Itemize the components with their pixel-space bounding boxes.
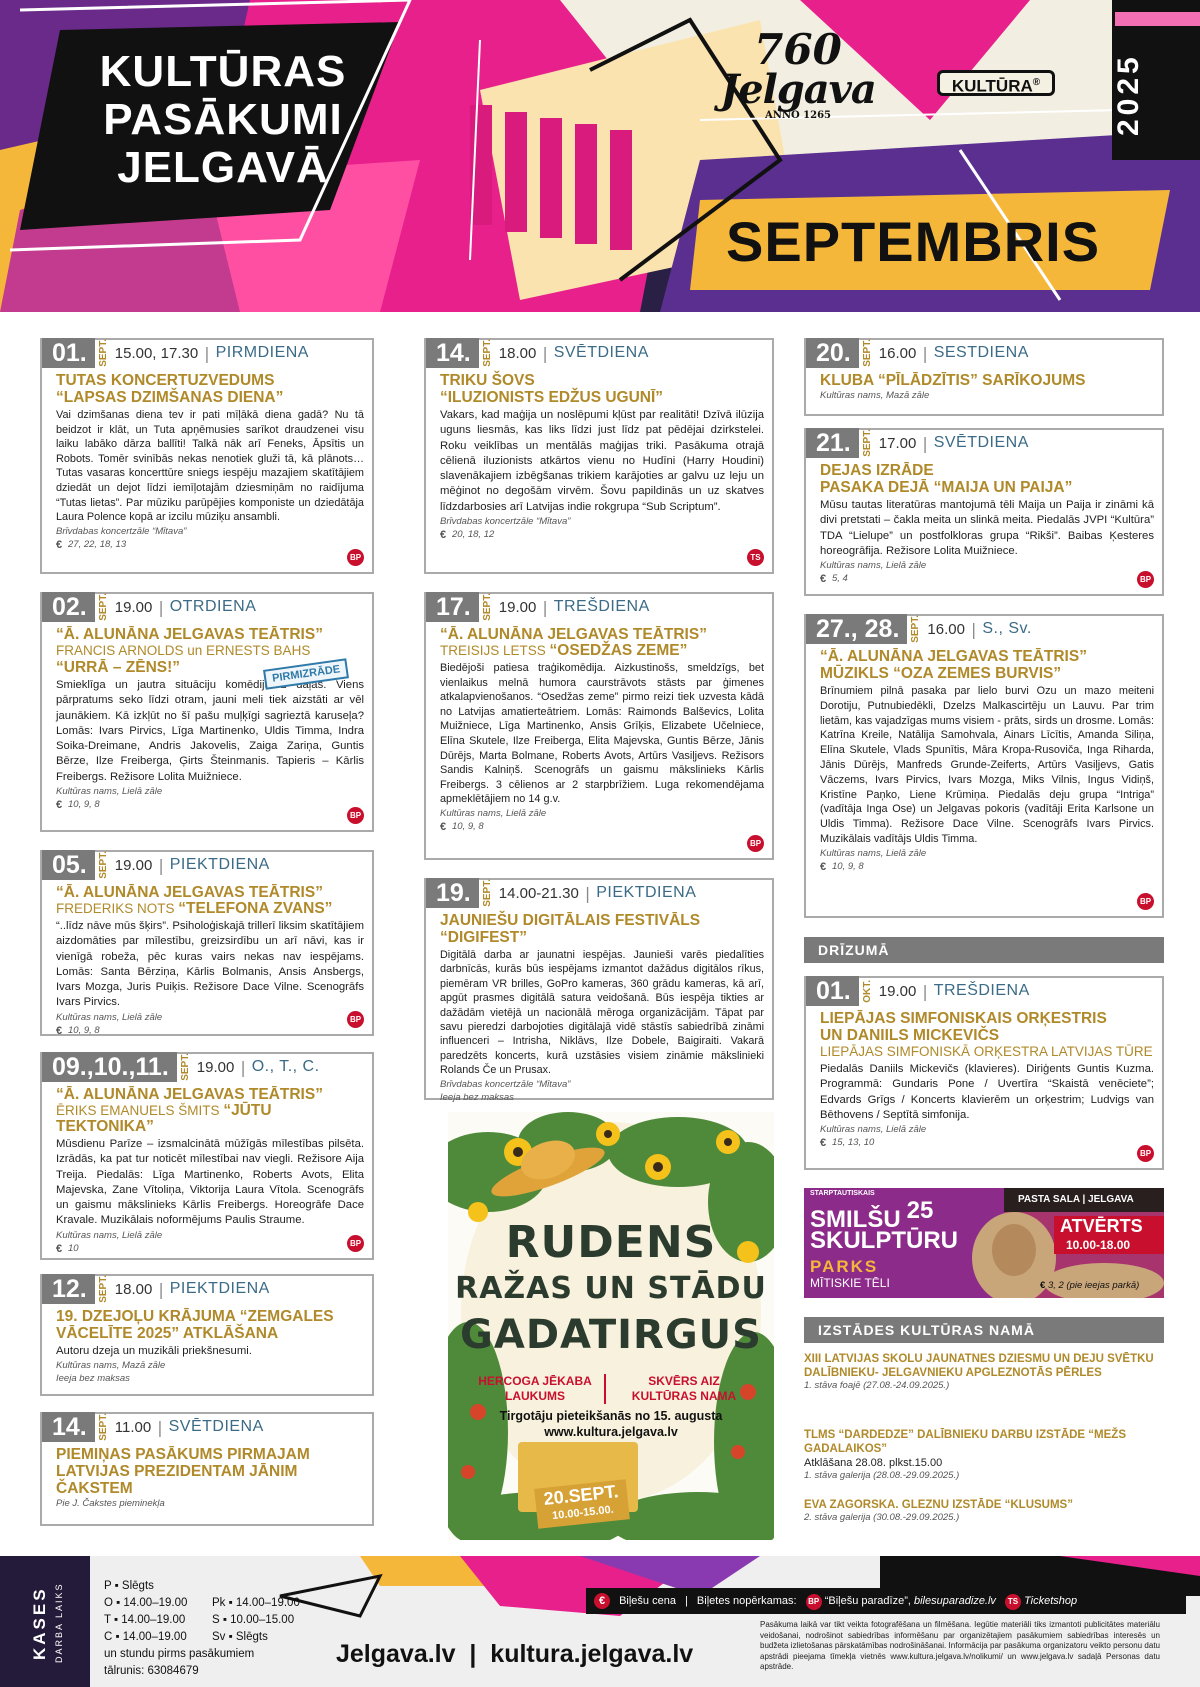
event-price (440, 528, 764, 542)
coming-soon-header: DRĪZUMĀ (804, 937, 1164, 963)
event-price (820, 1136, 1154, 1150)
event-time: 19.00 (196, 1058, 235, 1076)
event-venue: Brīvdabas koncertzāle “Mītava” (440, 1078, 571, 1090)
event-date: 14. (42, 1412, 95, 1442)
event-price (820, 572, 1154, 586)
event-weekday: PIEKTDIENA (169, 856, 270, 873)
event-time: 11.00 (114, 1418, 152, 1436)
event-title: 19. DZEJOĻU KRĀJUMA “ZEMGALES VĀCELĪTE 2025” ATKLĀŠANA (56, 1308, 334, 1342)
ticket-vendor-badge: BP (1137, 1145, 1154, 1162)
event-title-2: “DIGIFEST” (440, 929, 527, 946)
event-title: PIEMIŅAS PASĀKUMS PIRMAJAM LATVIJAS PREZIDENTAM JĀNIM ČAKSTEM (56, 1446, 310, 1497)
poster-title-line: RUDENS (505, 1217, 717, 1268)
header-banner (0, 0, 1200, 312)
event-title: KLUBA “PĪLĀDZĪTIS” SARĪKOJUMS (820, 372, 1086, 389)
event-time: 16.00 (927, 620, 965, 638)
event-header: 14. SEPT. 11.00 | SVĒTDIENA (42, 1412, 364, 1442)
event-time: 18.00 (114, 1280, 153, 1298)
footer (0, 1556, 1200, 1687)
event-month: SEPT. (97, 1275, 109, 1303)
banner-price-value: 3, 2 (pie ieejas parkā) (1047, 1280, 1140, 1291)
poster-title-line: RAŽAS UN STĀDU (455, 1271, 767, 1306)
event-venue: Kultūras nams, Lielā zāle (820, 1124, 927, 1136)
event-price (56, 1242, 364, 1256)
event-title-2: “ILUZIONISTS EDŽUS UGUNĪ” (440, 389, 664, 406)
poster-location-right (614, 1374, 754, 1404)
header-title-line: KULTŪRAS (99, 47, 347, 96)
event-price-value: 27, 22, 18, 13 (68, 538, 127, 550)
event-card (804, 976, 1164, 1170)
event-header: 19. SEPT. 14.00-21.30 | PIEKTDIENA (426, 878, 764, 908)
event-price-value: 10 (68, 1242, 79, 1254)
event-time: 17.00 (878, 434, 917, 452)
footer-hours-s: S ▪ 10.00–15.00 (212, 1614, 295, 1626)
footer-note2: tālrunis: 63084679 (104, 1665, 199, 1677)
exhibition-venue: 1. stāva foajē (27.08.-24.09.2025.) (804, 1380, 950, 1391)
footer-hours (104, 1578, 300, 1680)
event-title: “Ā. ALUNĀNA JELGAVAS TEĀTRIS” (820, 648, 1087, 665)
event-month: SEPT. (97, 851, 109, 879)
event-description: Vai dzimšanas diena tev ir pati mīļākā diena gadā? Nu tā beidzot ir klāt, un Tuta apņēmusies sarīkot draudzenei visu laiku labāko dārza ballīti! Talkā nāk arī Feneks, Āpsītis un Robots. Tomēr svinībās nekas nenotiek gluži tā, kā plānots… Tutas vasaras koncerttūre sniegs iespēju mazajiem skatītājiem dziedāt un dejot līdzi iemīļotajām dziesmiņām no raidījuma “Tutas lietas”. Par mūziku parūpējies komponiste un dziedātāja Laura Polence kopā ar izcilu mūziķu ansambli. (56, 409, 364, 524)
footer-hours-sv: Sv ▪ Slēgts (212, 1631, 268, 1643)
poster-loc-line: LAUKUMS (505, 1389, 565, 1403)
event-title: TRIKU ŠOVS (440, 372, 535, 389)
event-title-2: “LAPSAS DZIMŠANAS DIENA” (56, 389, 284, 406)
event-header: 01. OKT. 19.00 | TREŠDIENA (806, 976, 1154, 1006)
poster-loc-line: KULTŪRAS NAMA (631, 1389, 737, 1403)
ticket-vendor-badge: BP (1137, 893, 1154, 910)
event-date: 21. (806, 428, 859, 458)
registered-mark: ® (1032, 77, 1041, 88)
event-card (804, 338, 1164, 416)
event-month: SEPT. (861, 429, 873, 457)
euro-icon: € (56, 799, 63, 812)
event-venue: Kultūras nams, Lielā zāle (56, 786, 163, 798)
event-card (424, 878, 774, 1103)
event-month: SEPT. (481, 339, 493, 367)
banner-line4: MĪTISKIE TĒLI (810, 1276, 890, 1290)
event-date: 17. (426, 592, 479, 622)
event-date: 01. (806, 976, 859, 1006)
ticket-vendor-badge: BP (347, 549, 364, 566)
event-price-value: 10, 9, 8 (68, 1024, 100, 1036)
poster-registration (448, 1408, 774, 1440)
event-month: SEPT. (179, 1053, 191, 1081)
poster-url[interactable]: www.kultura.jelgava.lv (544, 1425, 678, 1439)
banner-line2: SKULPTŪRU (810, 1227, 958, 1254)
ticket-vendor-badge: BP (747, 835, 764, 852)
event-card (40, 592, 374, 832)
exhibition-title: TLMS “DARDEDZE” DALĪBNIEKU DARBU IZSTĀDE “MEŽS GADALAIKOS” (804, 1429, 1126, 1455)
event-header: 01. SEPT. 15.00, 17.30 | PIRMDIENA (42, 338, 364, 368)
event-author: FREDERIKS NOTS (56, 901, 175, 916)
kultura-logo-text: KULTŪRA (951, 76, 1033, 96)
poster-reg-text: Tirgotāju pieteikšanās no 15. augusta (499, 1409, 723, 1423)
event-date: 12. (42, 1274, 95, 1304)
footer-legend: € Biļešu cena | Biļetes nopērkamas: BP “Biļešu paradīze”, bilesuparadize.lv TS Ticketshop (586, 1588, 1186, 1614)
event-price (56, 798, 364, 812)
event-header: 09.,10.,11. SEPT. 19.00 | O., T., C. (42, 1052, 364, 1082)
event-time: 15.00, 17.30 (114, 344, 199, 362)
event-price (56, 1024, 364, 1038)
event-venue: Pie J. Čakstes pieminekļa (56, 1498, 165, 1509)
banner-smilsu: SMILŠU (810, 1206, 901, 1233)
event-price (440, 820, 764, 834)
event-title: “Ā. ALUNĀNA JELGAVAS TEĀTRIS” (440, 626, 707, 643)
event-header: 27., 28. SEPT. 16.00 | S., Sv. (806, 614, 1154, 644)
event-venue: Kultūras nams, Lielā zāle (56, 1229, 163, 1241)
exhibition-item (804, 1498, 1164, 1524)
event-author-title (56, 1103, 364, 1135)
exhibition-venue: 2. stāva galerija (30.08.-29.09.2025.) (804, 1512, 960, 1523)
footer-hours-t: T ▪ 14.00–19.00 (104, 1614, 186, 1626)
legend-buy: Biļetes nopērkamas: (696, 1595, 797, 1607)
banner-open: ATVĒRTS (1060, 1216, 1143, 1236)
event-description: Smieklīga un jautra situāciju komēdija 2 daļās. Viens pārpratums seko līdzi otram, jauni meli tiek aizstāti ar vēl jaunākiem. Kā izkļūt no šī pašu muļķīgi sagrieztā karuseļa? Lomās: Ivars Pirvics, Līga Martinenko, Uldis Timma, Indra Soika-Dreimane, Andris Jakovelis, Zaiga Zariņa, Guntis Bērze, Ilze Freiberga, Ģirts Šteinmanis. Tapieris – Kārlis Freibergs. Režisore Lolita Muižniece. (56, 679, 364, 783)
jelgava-760-logo (698, 25, 898, 140)
logo-city: Jelgava (720, 66, 876, 113)
event-card (804, 614, 1164, 918)
event-description: Mūsdienu Parīze – izsmalcinātā mūžīgās mīlestības pilsēta. Izrādās, ka pat tur noticēt mīlestībai nav viegli. Režisore Aija Treija. Piedalās: Līga Martinenko, Roberts Avots, Elita Majevska, Zane Vītoliņa, Viktorija Laura Vītola. Scenogrāfs un gaismu mākslinieks Kārlis Freibergs. Horeogrāfe Dace Kravale. Muzikālais noformējums Paulis Straume. (56, 1138, 364, 1227)
event-card (424, 338, 774, 574)
footer-hours-row (104, 1595, 300, 1612)
event-price-value: 10, 9, 8 (452, 820, 484, 832)
footer-websites[interactable]: Jelgava.lv | kultura.jelgava.lv (336, 1640, 694, 1668)
event-time: 19.00 (498, 598, 537, 616)
event-weekday: OTRDIENA (169, 598, 257, 615)
event-title-2: “TELEFONA ZVANS” (178, 900, 333, 917)
euro-icon: € (820, 860, 827, 873)
footer-hours-o: O ▪ 14.00–19.00 (104, 1597, 188, 1609)
event-description: Biedējoši patiesa traģikomēdija. Aizkustinošs, smeldzīgs, bet vienlaikus melnā humora caurstrāvots stāsts par ģimenes atkalapvienošanos. “Osedžas zeme” pirmo reizi tiek uzvesta kādā no Latvijas amatierteātriem. Lomās: Raimonds Balševics, Lolita Muižniece, Līga Martinenko, Ansis Grīķis, Elizabete Učelniece, Elīna Skutele, Ilze Freiberga, Elita Majevska, Guntis Bērze, Jānis Dūrējs, Marta Bolmane, Roberts Avots, Artūrs Vasiļjevs. Režisors Sandis Kalniņš. Scenogrāfs un gaismu mākslinieks Kārlis Freibergs. 3 cēlienos ar 2 starpbrīžiem. Luga rekomendējama apmeklētājiem no 14 g.v. (440, 662, 764, 806)
event-header: 17. SEPT. 19.00 | TREŠDIENA (426, 592, 764, 622)
euro-icon: € (56, 1242, 63, 1255)
event-free-entry: Ieeja bez maksas (56, 1373, 130, 1385)
event-month: SEPT. (97, 339, 109, 367)
event-weekday: PIRMDIENA (215, 344, 309, 361)
event-card (40, 1274, 374, 1396)
event-card (40, 1412, 374, 1526)
ticket-vendor-badge: BP (347, 1235, 364, 1252)
footer-hours-pk: Pk ▪ 14.00–19.00 (212, 1597, 300, 1609)
euro-icon: € (594, 1593, 610, 1609)
event-header: 02. SEPT. 19.00 | OTRDIENA (42, 592, 364, 622)
header-title (68, 48, 378, 192)
month-title: SEPTEMBRIS (726, 210, 1101, 273)
poster-title (448, 1217, 774, 1358)
poster-hours: 10.00-15.00. (551, 1503, 615, 1523)
event-author: FRANCIS ARNOLDS un ERNESTS BAHS (56, 643, 311, 658)
sand-sculpture-banner (804, 1188, 1164, 1298)
euro-icon: € (440, 820, 447, 833)
ticket-vendor-badge: TS (747, 549, 764, 566)
event-price-value: 10, 9, 8 (832, 860, 864, 872)
premiere-stamp: PIRMIZRĀDE (263, 658, 349, 690)
event-time: 19.00 (878, 982, 917, 1000)
footer-disclaimer: Pasākuma laikā var tikt veikta fotografēšana un filmēšana. Iegūtie materiāli tiks izmantoti publicitātes materiālu veidošanai, nodrošinot sabiedrības informēšanu par organizētajiem pasākumiem sabiedrības interesēs un budžeta izlietošanas pārskatāmības nodrošināšanai. Informācija par pasākuma organizatoru veikto personu datu apstrādi pieejama tīmekļa vietnēs www.kultura.jelgava.lv/nolikumi/ un www.jelgava.lv sadaļā Personas datu apstrāde. (760, 1620, 1160, 1671)
event-description: Mūsu tautas literatūras mantojumā tēli Maija un Paija ir zināmi kā divi pretstati – čakla meita un slinkā meita. Piedalās JVPI “Kultūra” TDA “Lielupe” un postfolkloras grupa “Rikši”. Baibas Ķesteres horeogrāfija. Režisore Lolita Muižniece. (820, 499, 1154, 557)
event-header: 12. SEPT. 18.00 | PIEKTDIENA (42, 1274, 364, 1304)
logo-anno: ANNO 1265 (764, 110, 832, 121)
event-venue: Kultūras nams, Mazā zāle (56, 1360, 166, 1372)
event-date: 27., 28. (806, 614, 907, 644)
event-author: TREISIJS LETSS (440, 643, 546, 658)
event-description: Vakars, kad maģija un noslēpumi kļūst par realitāti! Dzīvā ilūzija uguns liesmās, kas liks līdzi just līdz pat pēdējai dzirkstelei. Roku veiklības un mentālās maģijas triki. Pasākuma otrajā cēlienā iluzionists atkārtos vienu no Hudīni (Harry Houdini) slavenākajiem izbēgšanas trikiem karājoties ar galvu uz leju un mēģinot no degošām virvēm. Šovu papildinās un uz skatves līdzdarbosies arī Latvijas indie rokgrupa “Sub Scriptum”. (440, 409, 764, 513)
event-weekday: O., T., C. (251, 1058, 320, 1075)
event-card (804, 428, 1164, 596)
event-card (40, 1052, 374, 1260)
event-title: TUTAS KONCERTUZVEDUMS (56, 372, 275, 389)
event-date: 14. (426, 338, 479, 368)
footer-kases: KASES (30, 1586, 49, 1660)
event-description: “..līdz nāve mūs šķirs”. Psiholoģiskajā trillerī liksim skatītājiem aizdomāties par mīlestību, greizsirdību un arī nāvi, kas ir vienīgā robeža, pēc kuras vairs nekas nav iespējams. Lomās: Santa Bērziņa, Kārlis Bolmanis, Ansis Ansbergs, Ivars Mozga, Juris Puiķis. Režisore Dace Vilne. Scenogrāfs Ivars Pirvics. (56, 920, 364, 1009)
exhibitions-header: IZSTĀDES KULTŪRAS NAMĀ (804, 1317, 1164, 1343)
event-title-2: PASAKA DEJĀ “MAIJA UN PAIJA” (820, 479, 1073, 496)
event-weekday: S., Sv. (982, 620, 1032, 637)
footer-hours-p: P ▪ Slēgts (104, 1580, 154, 1592)
event-description: Autoru dzeja un muzikāli priekšnesumi. (56, 1345, 252, 1357)
footer-hours-row (104, 1629, 300, 1646)
ticket-vendor-badge: BP (347, 1011, 364, 1028)
ticket-vendor-badge: BP (347, 807, 364, 824)
event-author: ĒRIKS EMANUELS ŠMITS (56, 1103, 220, 1118)
event-venue: Kultūras nams, Lielā zāle (820, 560, 927, 572)
event-price (820, 860, 1154, 874)
event-header: 20. SEPT. 16.00 | SESTDIENA (806, 338, 1154, 368)
footer-hours-row (104, 1612, 300, 1629)
event-header: 05. SEPT. 19.00 | PIEKTDIENA (42, 850, 364, 880)
event-venue: Kultūras nams, Mazā zāle (820, 390, 930, 401)
exhibition-title: XIII LATVIJAS SKOLU JAUNATNES DZIESMU UN DEJU SVĒTKU DALĪBNIEKU- JELGAVNIEKU APGLEZNOTĀS PĒRLES (804, 1353, 1154, 1379)
year-label: 2025 (1112, 53, 1145, 137)
event-venue: Brīvdabas koncertzāle “Mītava” (440, 516, 571, 528)
poster-location-left (466, 1374, 606, 1404)
event-weekday: TREŠDIENA (933, 982, 1030, 999)
event-date: 05. (42, 850, 95, 880)
legend-bp-url[interactable]: bilesuparadize.lv (914, 1595, 996, 1607)
event-time: 19.00 (114, 598, 153, 616)
event-time: 18.00 (498, 344, 537, 362)
footer-darba-laiks: DARBA LAIKS (54, 1582, 64, 1664)
event-title: JAUNIEŠU DIGITĀLAIS FESTIVĀLS (440, 912, 701, 929)
event-weekday: SVĒTDIENA (553, 344, 649, 361)
event-author-title (440, 643, 764, 659)
event-venue: Kultūras nams, Lielā zāle (820, 847, 927, 859)
poster-title-line: GADATIRGUS (460, 1312, 762, 1358)
event-header: 21. SEPT. 17.00 | SVĒTDIENA (806, 428, 1154, 458)
event-title: LIEPĀJAS SIMFONISKAIS ORĶESTRIS UN DANIILS MICKEVIČS (820, 1010, 1107, 1044)
event-title-2: “OSEDŽAS ZEME” (549, 642, 688, 659)
euro-icon: € (1040, 1280, 1046, 1291)
event-title: “Ā. ALUNĀNA JELGAVAS TEĀTRIS” (56, 626, 323, 643)
event-month: SEPT. (97, 1413, 109, 1441)
event-author-title (56, 901, 364, 917)
banner-line3: PARKS (810, 1257, 879, 1276)
event-weekday: TREŠDIENA (553, 598, 650, 615)
event-venue: Kultūras nams, Lielā zāle (440, 807, 547, 819)
footer-hours-c: C ▪ 14.00–19.00 (104, 1631, 187, 1643)
event-card (40, 338, 374, 574)
event-month: SEPT. (481, 879, 493, 907)
event-price-value: 20, 18, 12 (452, 529, 495, 541)
exhibition-item (804, 1352, 1164, 1392)
banner-price (1040, 1280, 1139, 1291)
event-venue: Brīvdabas koncertzāle “Mītava” (56, 525, 187, 537)
event-price-value: 10, 9, 8 (68, 799, 100, 811)
event-date: 20. (806, 338, 859, 368)
event-month: SEPT. (910, 615, 922, 643)
exhibition-opening: Atklāšana 28.08. plkst.15.00 (804, 1457, 943, 1469)
event-description: Piedalās Daniils Mickevičs (klavieres). Diriģents Guntis Kuzma. Programmā: Gundaris Pone / Uvertīra “Skaistā venēciete”; Edvards Grīgs / Koncerts klavierēm un orķestrim; Ludvigs van Bēthovens / Septītā simfonija. (820, 1063, 1154, 1121)
euro-icon: € (820, 1137, 827, 1150)
ts-icon: TS (1005, 1594, 1021, 1610)
ticket-vendor-badge: BP (1137, 571, 1154, 588)
event-date: 02. (42, 592, 95, 622)
event-title: “Ā. ALUNĀNA JELGAVAS TEĀTRIS” (56, 884, 323, 901)
event-description: Digitālā darba ar jaunatni iespējas. Jaunieši varēs piedalīties darbnīcās, kurās būs iespējams izmantot dažādus digitālos rīkus, piemēram VR brilles, GoPro kameras, 360 grādu kameras, kā arī, apgūt prasmes digitālā satura veidošanā. Būs iespēja tikties ar dažādām vietējā un nacionālā mēroga organizācijām. Tāpat par savu pieredzi darbojoties digitālajā vidē stāstīs sabiedrībā zināmi influenceri – Intrisha, Niklāvs, Ilze Dobele, Baigiraiti. Vakarā paredzēts koncerts, kurā uzstāsies visiem zināmie mākslinieki Rolands Če un Prusax. (440, 949, 764, 1077)
event-weekday: SESTDIENA (933, 344, 1029, 361)
event-free-entry: Ieeja bez maksas (440, 1091, 514, 1103)
event-venue: Kultūras nams, Lielā zāle (56, 1011, 163, 1023)
event-weekday: SVĒTDIENA (168, 1418, 264, 1435)
event-date: 09.,10.,11. (42, 1052, 177, 1082)
event-weekday: PIEKTDIENA (169, 1280, 270, 1297)
legend-bp: “Biļešu paradīze”, (824, 1595, 911, 1607)
euro-icon: € (56, 1024, 63, 1037)
event-month: SEPT. (481, 593, 493, 621)
banner-top: STARPTAUTISKAIS (810, 1190, 875, 1197)
harvest-fair-poster (448, 1112, 774, 1540)
event-price (56, 538, 364, 552)
event-weekday: SVĒTDIENA (933, 434, 1029, 451)
legend-price: Biļešu cena (619, 1595, 676, 1607)
banner-hours: 10.00-18.00 (1066, 1238, 1131, 1252)
event-time: 19.00 (114, 856, 153, 874)
event-description: Brīnumiem pilnā pasaka par lielo burvi Ozu un mazo meiteni Dorotiju, Putnubiedēkli, Dzelzs Malkascirtēju un Lauvu. Par trim lietām, kas vajadzīgas mums visiem - prāts, sirds un drosme. Lomās: Katrīna Kreile, Natālija Samohvala, Ainars Līcītis, Amanda Siliņa, Elīna Skutele, Vlads Spunītis, Māra Kropa-Rusoviča, Inga Riharda, Jānis Dūrējs, Manfreds Grunde-Zeiferts, Artūrs Vasiļjevs, Gatis Vāczems, Ivars Pirvics, Ivars Mozga, Miks Vilnis, Ingus Vidiņš, Kristīne Paņko, Liene Krūmiņa. Piedalās deju grupa “Intriga” (vadītāja Inga Ose) un Jelgavas pokoris (vadītāji Erita Karlsone un Uldis Timma). Režisore Dace Vilne. Scenogrāfs Ivars Pirvics. Muzikālais vadītājs Uldis Timma. (820, 685, 1154, 845)
legend-ts: Ticketshop (1024, 1595, 1078, 1607)
banner-number: 25 (906, 1197, 934, 1224)
event-title: “Ā. ALUNĀNA JELGAVAS TEĀTRIS” (56, 1086, 323, 1103)
event-month: OKT. (861, 979, 873, 1003)
event-price-value: 5, 4 (832, 573, 848, 585)
event-header: 14. SEPT. 18.00 | SVĒTDIENA (426, 338, 764, 368)
event-price-value: 15, 13, 10 (832, 1137, 875, 1149)
event-time: 14.00-21.30 (498, 884, 579, 902)
event-title-2: “JŪTU TEKTONIKA” (56, 1102, 272, 1135)
euro-icon: € (820, 573, 827, 586)
event-card (424, 592, 774, 860)
poster-loc-line: HERCOGA JĒKABA (478, 1374, 592, 1388)
euro-icon: € (56, 538, 63, 551)
event-title-2: “URRĀ – ZĒNS!” (56, 659, 181, 676)
event-date: 19. (426, 878, 479, 908)
exhibition-item (804, 1428, 1164, 1482)
logo-number: 760 (754, 25, 842, 74)
event-subtitle: LIEPĀJAS SIMFONISKĀ ORĶESTRA LATVIJAS TŪRE (820, 1044, 1153, 1059)
event-title: DEJAS IZRĀDE (820, 462, 934, 479)
footer-note1: un stundu pirms pasākumiem (104, 1648, 255, 1660)
exhibition-title: EVA ZAGORSKA. GLEZNU IZSTĀDE “KLUSUMS” (804, 1499, 1073, 1511)
event-title-2: MŪZIKLS “OZA ZEMES BURVIS” (820, 665, 1062, 682)
event-month: SEPT. (861, 339, 873, 367)
header-title-line: JELGAVĀ (117, 143, 329, 192)
exhibition-venue: 1. stāva galerija (28.08.-29.09.2025.) (804, 1470, 960, 1481)
kultura-logo (937, 70, 1055, 96)
event-weekday: PIEKTDIENA (596, 884, 697, 901)
event-month: SEPT. (97, 593, 109, 621)
event-date: 01. (42, 338, 95, 368)
bp-icon: BP (806, 1594, 822, 1610)
euro-icon: € (440, 529, 447, 542)
event-time: 16.00 (878, 344, 917, 362)
event-card (40, 850, 374, 1036)
header-title-line: PASĀKUMI (103, 95, 343, 144)
banner-place: PASTA SALA | JELGAVA (1018, 1194, 1134, 1205)
poster-date: 20.SEPT. (542, 1481, 620, 1509)
poster-loc-line: SKVĒRS AIZ (648, 1374, 720, 1388)
footer-kases-label (30, 1564, 90, 1682)
